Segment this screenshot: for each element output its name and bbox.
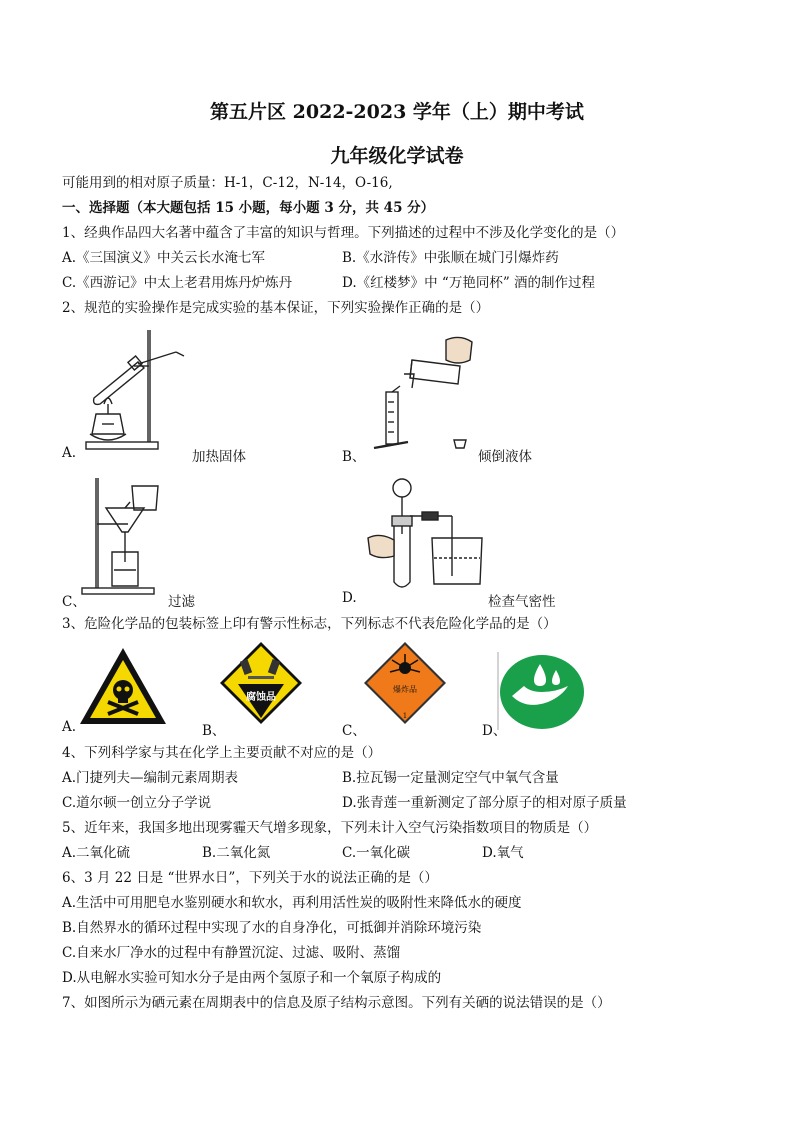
question-5-option-b: B.二氧化氮: [202, 845, 271, 861]
atomic-masses: 可能用到的相对原子质量：H-1，C-12，N-14，O-16,: [62, 175, 393, 191]
question-2-caption-a: 加热固体: [192, 449, 246, 465]
section-heading: 一、选择题（本大题包括 15 小题，每小题 3 分，共 45 分）: [62, 200, 435, 216]
filtration-figure: [78, 472, 178, 598]
question-3-stem: 3、危险化学品的包装标签上印有警示性标志，下列标志不代表危险化学品的是（）: [62, 616, 557, 632]
question-2-stem: 2、规范的实验操作是完成实验的基本保证，下列实验操作正确的是（）: [62, 300, 490, 316]
question-1-stem: 1、经典作品四大名著中蕴含了丰富的知识与哲理。下列描述的过程中不涉及化学变化的是（）: [62, 225, 625, 241]
question-5-option-d: D.氧气: [482, 845, 524, 861]
question-2-option-d: D.: [342, 590, 357, 606]
question-6-option-d: D.从电解水实验可知水分子是由两个氢原子和一个氧原子构成的: [62, 970, 442, 986]
question-6-option-c: C.自来水厂净水的过程中有静置沉淀、过滤、吸附、蒸馏: [62, 945, 401, 961]
question-5-stem: 5、近年来，我国多地出现雾霾天气增多现象，下列未计入空气污染指数项目的物质是（）: [62, 820, 598, 836]
water-saving-logo-icon: [496, 652, 586, 732]
question-6-option-a: A.生活中可用肥皂水鉴别硬水和软水，再利用活性炭的吸附性来降低水的硬度: [62, 895, 522, 911]
heating-solid-figure: [76, 322, 196, 454]
question-4-option-c: C.道尔顿一创立分子学说: [62, 795, 212, 811]
question-3-option-a: A.: [62, 719, 77, 735]
question-3-option-b: B、: [202, 723, 226, 739]
corrosive-sign-icon: [218, 640, 304, 726]
question-7-stem: 7、如图所示为硒元素在周期表中的信息及原子结构示意图。下列有关硒的说法错误的是（）: [62, 995, 611, 1011]
question-1-option-d: D.《红楼梦》中 “万艳同杯” 酒的制作过程: [342, 275, 596, 291]
explosive-sign-label: 爆炸品: [393, 685, 417, 694]
question-5-option-c: C.一氧化碳: [342, 845, 411, 861]
question-2-caption-c: 过滤: [168, 594, 195, 610]
exam-subtitle: 九年级化学试卷: [330, 145, 464, 167]
question-5-option-a: A.二氧化硫: [62, 845, 131, 861]
question-2-option-b: B、: [342, 449, 366, 465]
airtightness-figure: [362, 476, 492, 596]
corrosive-sign-label: 腐蚀品: [246, 692, 276, 703]
question-6-stem: 6、3 月 22 日是 “世界水日”，下列关于水的说法正确的是（）: [62, 870, 438, 886]
question-1-option-b: B.《水浒传》中张顺在城门引爆炸药: [342, 250, 559, 266]
question-2-option-a: A.: [62, 445, 77, 461]
question-4-stem: 4、下列科学家与其在化学上主要贡献不对应的是（）: [62, 745, 382, 761]
exam-title: 第五片区 2022-2023 学年（上）期中考试: [210, 101, 584, 123]
question-4-option-b: B.拉瓦锡一定量测定空气中氧气含量: [342, 770, 559, 786]
pouring-liquid-figure: [360, 330, 490, 460]
explosive-sign-number: 1: [402, 712, 408, 720]
question-3-option-c: C、: [342, 723, 366, 739]
question-2-option-c: C、: [62, 594, 86, 610]
question-1-option-c: C.《西游记》中太上老君用炼丹炉炼丹: [62, 275, 293, 291]
question-3-option-d: D、: [482, 723, 507, 739]
toxic-sign-icon: [78, 644, 168, 728]
question-6-option-b: B.自然界水的循环过程中实现了水的自身净化，可抵御并消除环境污染: [62, 920, 482, 936]
question-4-option-a: A.门捷列夫—编制元素周期表: [62, 770, 239, 786]
question-2-caption-b: 倾倒液体: [478, 449, 532, 465]
question-1-option-a: A.《三国演义》中关云长水淹七军: [62, 250, 266, 266]
question-4-option-d: D.张青莲一重新测定了部分原子的相对原子质量: [342, 795, 627, 811]
question-2-caption-d: 检查气密性: [488, 594, 556, 610]
